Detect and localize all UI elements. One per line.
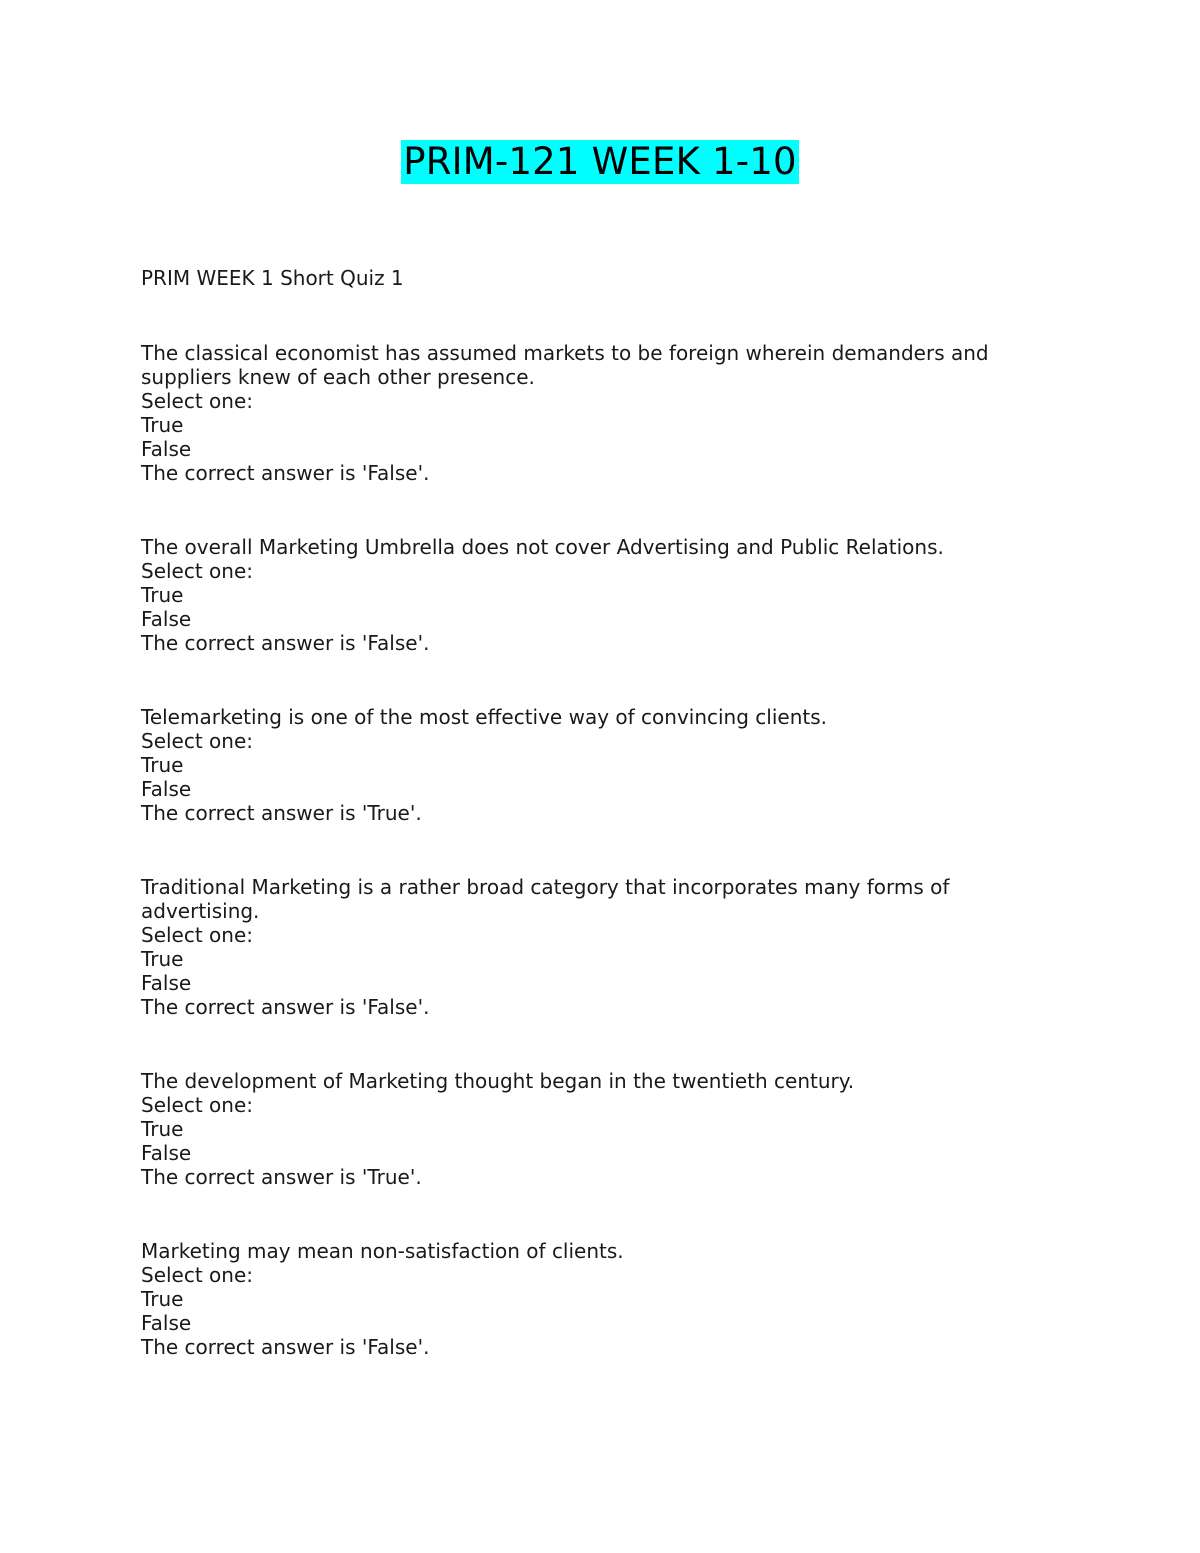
select-prompt: Select one: [141, 559, 254, 583]
option-false: False [141, 1311, 192, 1335]
option-false: False [141, 1141, 192, 1165]
question-3 [141, 705, 1041, 825]
question-text: Telemarketing is one of the most effective way of convincing clients. [141, 705, 827, 729]
quiz-heading: PRIM WEEK 1 Short Quiz 1 [141, 266, 404, 290]
correct-answer: The correct answer is 'False'. [141, 995, 430, 1019]
title-container [0, 140, 1200, 184]
option-true: True [141, 1287, 184, 1311]
option-true: True [141, 753, 184, 777]
option-false: False [141, 437, 192, 461]
select-prompt: Select one: [141, 1263, 254, 1287]
question-5 [141, 1069, 1041, 1189]
select-prompt: Select one: [141, 923, 254, 947]
question-text: Traditional Marketing is a rather broad category that incorporates many forms of advertising. [141, 875, 950, 923]
question-text: The overall Marketing Umbrella does not cover Advertising and Public Relations. [141, 535, 944, 559]
question-4 [141, 875, 1041, 1019]
option-false: False [141, 971, 192, 995]
question-text: The development of Marketing thought began in the twentieth century. [141, 1069, 855, 1093]
option-false: False [141, 607, 192, 631]
correct-answer: The correct answer is 'False'. [141, 631, 430, 655]
question-2 [141, 535, 1041, 655]
correct-answer: The correct answer is 'True'. [141, 801, 422, 825]
select-prompt: Select one: [141, 1093, 254, 1117]
question-6 [141, 1239, 1041, 1359]
option-true: True [141, 1117, 184, 1141]
option-false: False [141, 777, 192, 801]
question-text: Marketing may mean non-satisfaction of clients. [141, 1239, 624, 1263]
question-1 [141, 341, 1041, 485]
select-prompt: Select one: [141, 729, 254, 753]
correct-answer: The correct answer is 'False'. [141, 1335, 430, 1359]
select-prompt: Select one: [141, 389, 254, 413]
document-title: PRIM-121 WEEK 1-10 [403, 140, 797, 183]
option-true: True [141, 583, 184, 607]
option-true: True [141, 947, 184, 971]
question-text: The classical economist has assumed markets to be foreign wherein demanders and suppliers knew of each other presence. [141, 341, 989, 389]
correct-answer: The correct answer is 'True'. [141, 1165, 422, 1189]
document-body [141, 266, 1041, 1409]
correct-answer: The correct answer is 'False'. [141, 461, 430, 485]
option-true: True [141, 413, 184, 437]
